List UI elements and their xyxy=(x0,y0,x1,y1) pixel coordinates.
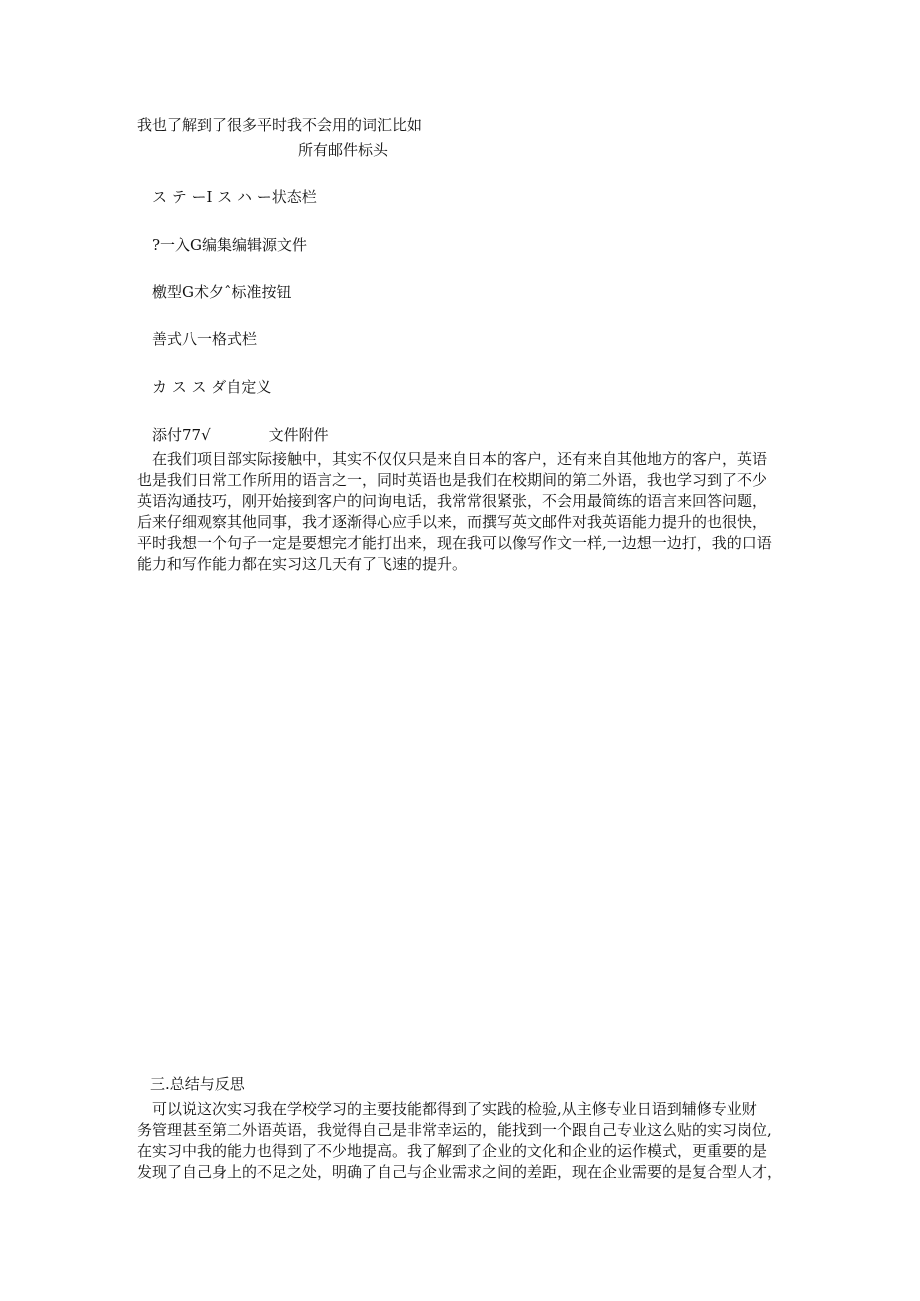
term-meaning: 文件附件 xyxy=(268,426,329,444)
term-code: カ ス ス ダ xyxy=(152,378,227,396)
term-meaning: 标准按钮 xyxy=(231,283,292,301)
term-item xyxy=(152,329,257,349)
term-item xyxy=(152,282,292,302)
paragraph-line: 在我们项目部实际接触中，其实不仅仅只是来自日本的客户，还有来自其他地方的客户，英语 xyxy=(152,450,768,468)
paragraph-line: 能力和写作能力都在实习这几天有了飞速的提升。 xyxy=(137,555,468,573)
term-code: 善式八一 xyxy=(152,330,213,348)
paragraph-2 xyxy=(137,1099,797,1183)
term-meaning: 格式栏 xyxy=(212,330,258,348)
term-item xyxy=(152,187,317,207)
term-item xyxy=(152,235,307,255)
section-title: 三.总结与反思 xyxy=(150,1075,245,1093)
term-code: ス テ ーI ス ハ ー xyxy=(152,188,272,206)
paragraph-line: 也是我们日常工作所用的语言之一，同时英语也是我们在校期间的第二外语，我也学习到了不少 xyxy=(137,471,768,489)
term-meaning: 状态栏 xyxy=(271,188,317,206)
paragraph-1 xyxy=(137,449,797,575)
intro-line: 我也了解到了很多平时我不会用的词汇比如 xyxy=(137,116,423,134)
term-meaning: 编集编辑源文件 xyxy=(202,236,308,254)
paragraph-line: 务管理甚至第二外语英语，我觉得自己是非常幸运的，能找到一个跟自己专业这么贴的实习岗位, xyxy=(137,1121,772,1139)
term-meaning: 自定义 xyxy=(226,378,272,396)
term-code: 檄型G术夕ˆ xyxy=(152,283,232,301)
term-item xyxy=(152,425,329,445)
term-code: ?一入G xyxy=(152,236,203,254)
paragraph-line: 平时我想一个句子一定是要想完才能打出来，现在我可以像写作文一样,一边想一边打，我的口语 xyxy=(137,534,772,552)
paragraph-line: 在实习中我的能力也得到了不少地提高。我了解到了企业的文化和企业的运作模式，更重要的是 xyxy=(137,1142,768,1160)
paragraph-line: 可以说这次实习我在学校学习的主要技能都得到了实践的检验,从主修专业日语到辅修专业财 xyxy=(152,1100,757,1118)
paragraph-line: 后来仔细观察其他同事，我才逐渐得心应手以来，而撰写英文邮件对我英语能力提升的也很快， xyxy=(137,513,768,531)
subtitle: 所有邮件标头 xyxy=(298,141,389,159)
term-item xyxy=(152,377,271,397)
term-code: 添付77√ xyxy=(152,426,211,444)
paragraph-line: 英语沟通技巧，刚开始接到客户的问询电话，我常常很紧张，不会用最简练的语言来回答问题， xyxy=(137,492,768,510)
paragraph-line: 发现了自己身上的不足之处，明确了自己与企业需求之间的差距，现在企业需要的是复合型人才， xyxy=(137,1163,783,1181)
